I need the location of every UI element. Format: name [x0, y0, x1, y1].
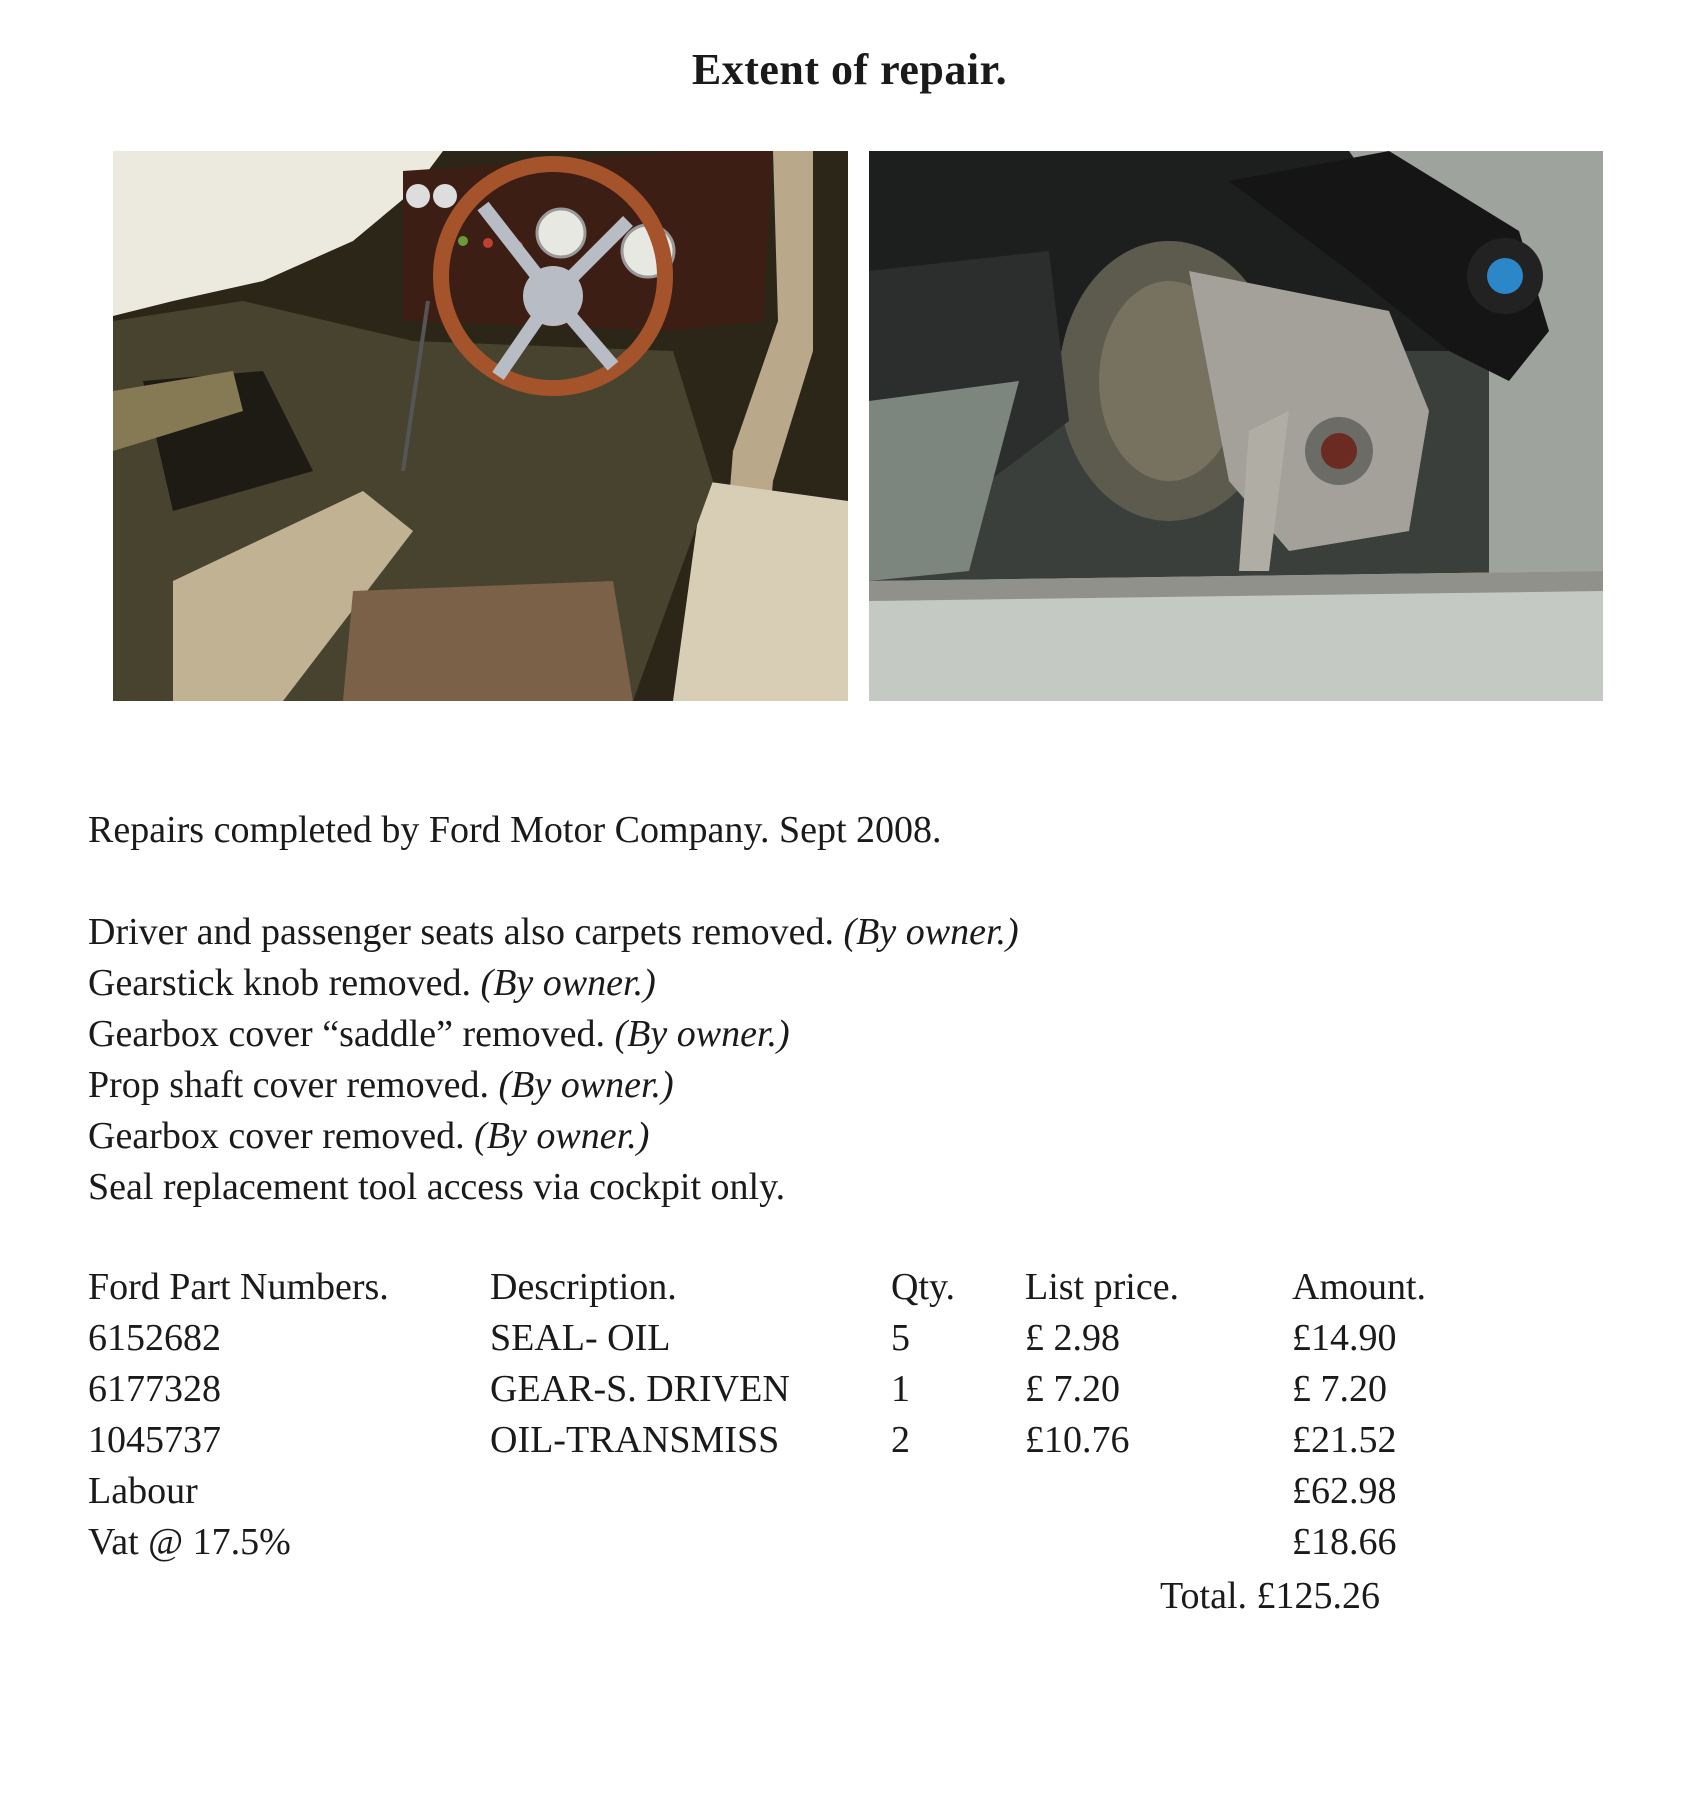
list-item: Driver and passenger seats also carpets removed. (By owner.) [88, 911, 1019, 953]
part-description: OIL-TRANSMISS [490, 1419, 780, 1461]
vat-label: Vat @ 17.5% [88, 1521, 291, 1563]
part-amount: £21.52 [1292, 1419, 1397, 1461]
part-number: 1045737 [88, 1419, 221, 1461]
part-description: SEAL- OIL [490, 1317, 671, 1359]
list-item: Gearstick knob removed. (By owner.) [88, 962, 656, 1004]
part-list-price: £ 2.98 [1025, 1317, 1120, 1359]
list-item: Prop shaft cover removed. (By owner.) [88, 1064, 674, 1106]
vat-amount: £18.66 [1292, 1521, 1397, 1563]
part-list-price: £ 7.20 [1025, 1368, 1120, 1410]
list-item: Seal replacement tool access via cockpit only. [88, 1166, 786, 1208]
page-title: Extent of repair. [691, 45, 1008, 94]
part-description: GEAR-S. DRIVEN [490, 1368, 790, 1410]
list-item: Gearbox cover “saddle” removed. (By owner.) [88, 1013, 790, 1055]
part-amount: £14.90 [1292, 1317, 1397, 1359]
repairs-intro: Repairs completed by Ford Motor Company. Sept 2008. [88, 809, 942, 851]
header-amount: Amount. [1292, 1266, 1427, 1308]
cockpit-photo [113, 151, 848, 701]
part-qty: 2 [891, 1419, 910, 1461]
part-qty: 1 [891, 1368, 910, 1410]
grand-total: Total. £125.26 [1160, 1575, 1381, 1617]
labour-label: Labour [88, 1470, 198, 1512]
list-item: Gearbox cover removed. (By owner.) [88, 1115, 650, 1157]
header-description: Description. [490, 1266, 677, 1308]
header-list-price: List price. [1025, 1266, 1180, 1308]
part-list-price: £10.76 [1025, 1419, 1130, 1461]
part-number: 6177328 [88, 1368, 221, 1410]
part-amount: £ 7.20 [1292, 1368, 1387, 1410]
repair-steps [88, 907, 1019, 1213]
labour-amount: £62.98 [1292, 1470, 1397, 1512]
header-part-numbers: Ford Part Numbers. [88, 1266, 389, 1308]
part-number: 6152682 [88, 1317, 221, 1359]
header-qty: Qty. [891, 1266, 956, 1308]
part-qty: 5 [891, 1317, 910, 1359]
gearbox-underside-photo [869, 151, 1603, 701]
